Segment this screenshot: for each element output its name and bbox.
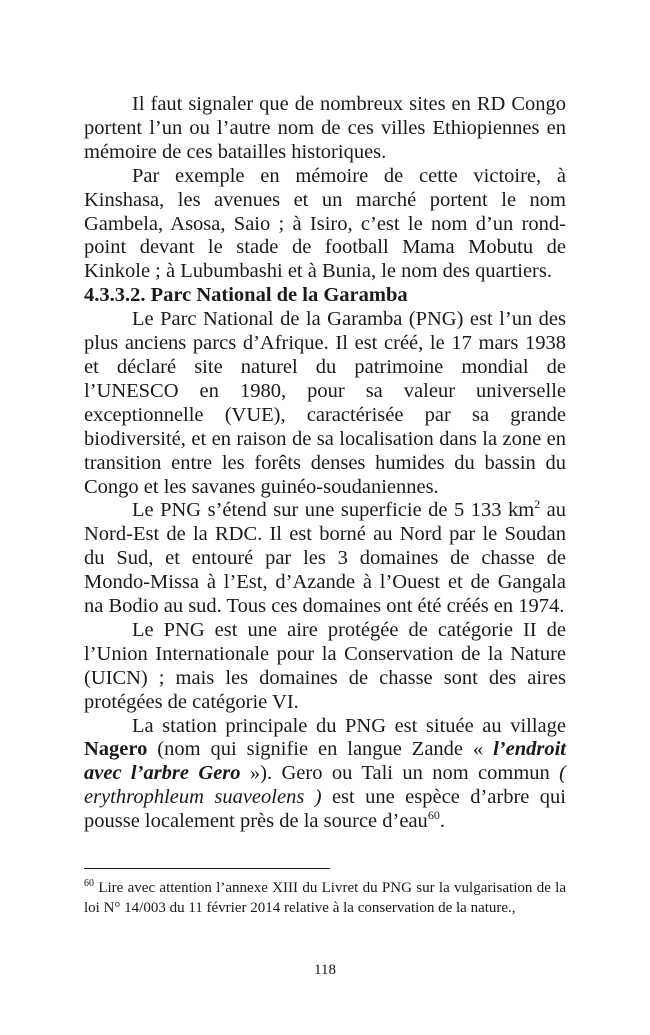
footnote-text: Lire avec attention l’annexe XIII du Livret du PNG sur la vulgarisation de la loi N° 14/003 du 11 février 2014 relative à la conservation de la nature., bbox=[84, 880, 566, 916]
area-text: Le PNG s’étend sur une superficie de 5 133 km bbox=[132, 499, 535, 522]
station-after: »). Gero ou Tali un nom commun bbox=[240, 762, 560, 785]
superscript-2: 2 bbox=[534, 497, 541, 512]
paragraph-memory: Par exemple en mémoire de cette victoire, à Kinshasa, les avenues et un marché portent le nom Gambela, Asosa, Saio ; à Isiro, c’est le nom d’un rond-point devant le stade de football Mama Mobutu de Kinkole ; à Lubumbashi et à Bunia, le nom des quartiers. bbox=[84, 164, 566, 283]
paragraph-station bbox=[84, 715, 566, 835]
footnote-reference[interactable]: 60 bbox=[427, 808, 440, 823]
section-heading: 4.3.3.2. Parc National de la Garamba bbox=[84, 284, 408, 307]
paragraph-park-area bbox=[84, 499, 566, 619]
station-end: est une espèce d’arbre qui pousse localement près de la source d’eau bbox=[84, 786, 566, 833]
footnote-separator bbox=[84, 868, 330, 869]
village-name: Nagero bbox=[84, 738, 148, 761]
paragraph-protected-area: Le PNG est une aire protégée de catégorie II de l’Union Internationale pour la Conservation de la Nature (UICN) ; mais les domaines de chasse sont des aires protégées de catégorie VI. bbox=[84, 618, 566, 713]
footnote-number: 60 bbox=[84, 878, 94, 889]
zande-meaning: l’endroit avec l’arbre Gero bbox=[84, 738, 566, 785]
paragraph-sites: Il faut signaler que de nombreux sites en RD Congo portent l’un ou l’autre nom de ces villes Ethiopiennes en mémoire de ces batailles historiques. bbox=[84, 93, 566, 163]
scientific-name: ( erythrophleum suaveolens ) bbox=[84, 762, 566, 809]
station-intro: La station principale du PNG est située au village bbox=[132, 714, 566, 737]
area-text-rest: au Nord-Est de la RDC. Il est borné au Nord par le Soudan du Sud, et entouré par les 3 domaines de chasse de Mondo-Missa à l’Est, d’Azande à l’Ouest et de Gangala na Bodio au sud. Tous ces domaines ont été créés en 1974. bbox=[84, 499, 566, 618]
body-text bbox=[84, 93, 566, 834]
station-mid: (nom qui signifie en langue Zande « bbox=[147, 738, 494, 761]
paragraph-park-intro: Le Parc National de la Garamba (PNG) est l’un des plus anciens parcs d’Afrique. Il est créé, le 17 mars 1938 et déclaré site naturel du patrimoine mondial de l’UNESCO en 1980, pour sa valeur universelle exceptionnelle (VUE), caractérisée par sa grande biodiversité, et en raison de sa localisation dans la zone en transition entre les forêts denses humides du bassin du Congo et les savanes guinéo-soudaniennes. bbox=[84, 308, 566, 498]
footnote bbox=[84, 878, 566, 918]
page-number: 118 bbox=[314, 962, 336, 978]
station-final: . bbox=[439, 810, 445, 833]
